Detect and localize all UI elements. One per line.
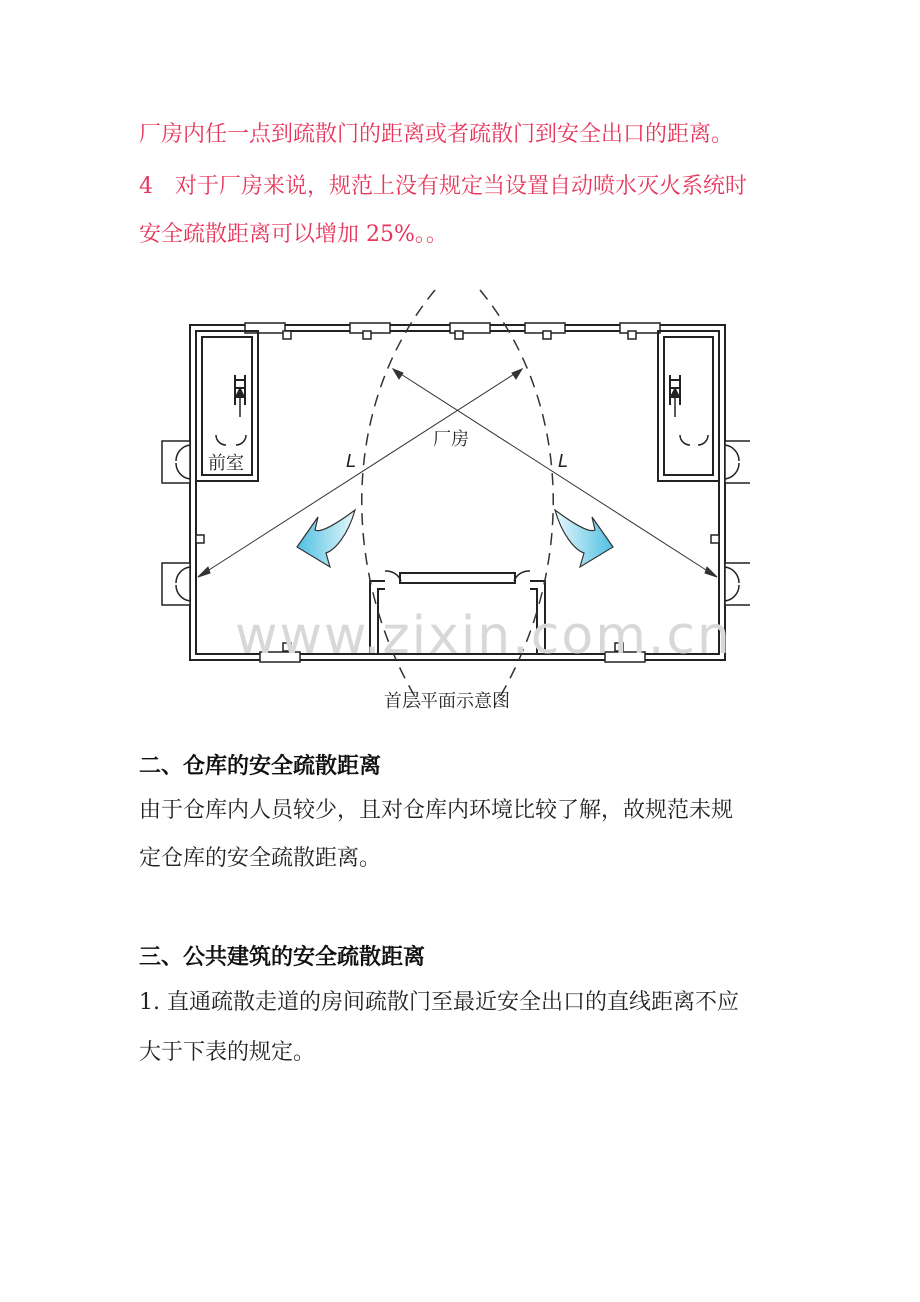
label-anteroom: 前室 — [208, 453, 244, 474]
right-stair-room — [658, 331, 719, 481]
floor-plan-figure — [150, 285, 750, 720]
section-2-heading: 二、仓库的安全疏散距离 — [139, 754, 382, 779]
intro-line-1: 厂房内任一点到疏散门的距离或者疏散门到安全出口的距离。 — [139, 122, 734, 147]
label-L-right: L — [558, 451, 569, 472]
list-number: 4 — [139, 174, 153, 199]
label-factory: 厂房 — [433, 429, 469, 450]
columns — [196, 331, 719, 651]
distance-lines — [198, 369, 717, 577]
intro-line-3: 安全疏散距离可以增加 25%。。 — [139, 222, 448, 247]
section-2-paragraph-line-1: 由于仓库内人员较少，且对仓库内环境比较了解，故规范未规 — [139, 798, 734, 823]
section-3-paragraph-line-1: 1. 直通疏散走道的房间疏散门至最近安全出口的直线距离不应 — [139, 990, 739, 1015]
label-L-left: L — [346, 451, 357, 472]
left-exit-doors — [162, 441, 190, 605]
figure-caption: 首层平面示意图 — [384, 691, 510, 712]
intro-line-2 — [139, 172, 747, 202]
evacuation-arrow-right — [555, 510, 613, 567]
right-exit-doors — [725, 441, 750, 605]
evacuation-arrow-left — [297, 510, 355, 567]
watermark: www.zixin.com.cn — [235, 606, 732, 666]
section-3-paragraph-line-2: 大于下表的规定。 — [139, 1040, 316, 1065]
intro-line-2-text: 对于厂房来说，规范上没有规定当设置自动喷水灭火系统时 — [175, 174, 748, 199]
section-2-paragraph-line-2: 定仓库的安全疏散距离。 — [139, 846, 382, 871]
section-3-heading: 三、公共建筑的安全疏散距离 — [139, 945, 426, 970]
